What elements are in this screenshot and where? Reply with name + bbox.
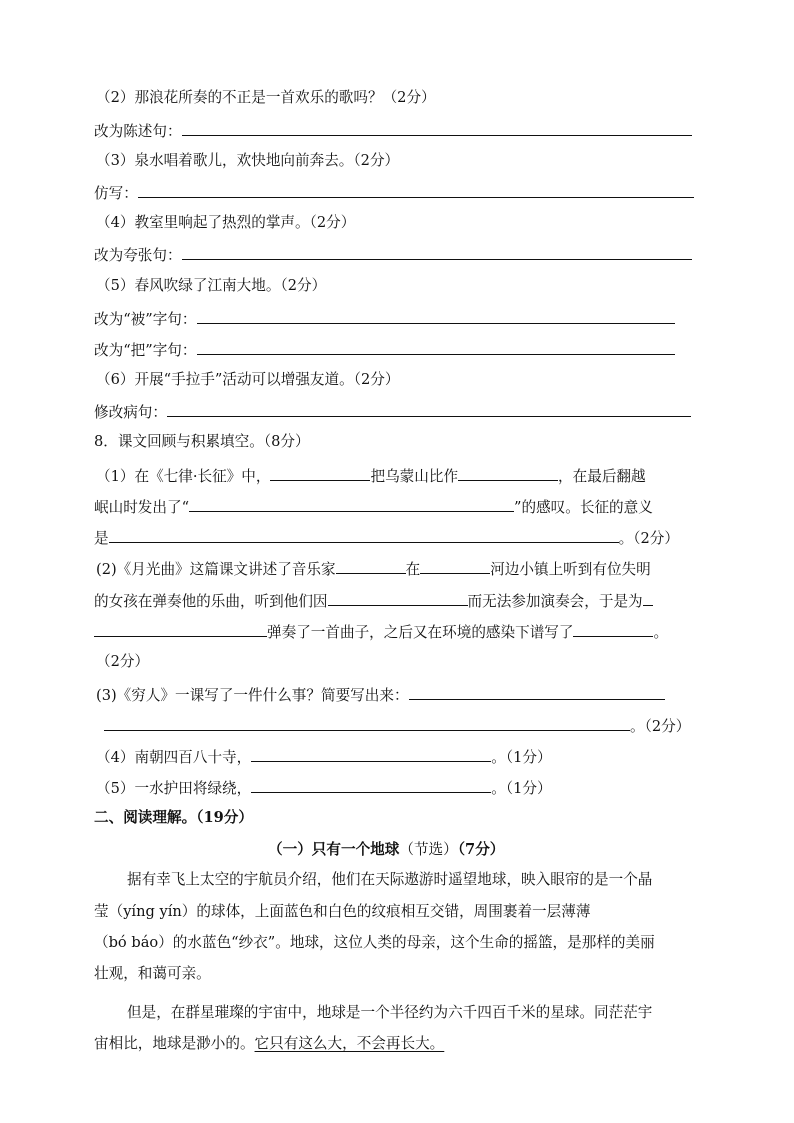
passage-line: 壮观，和蔼可亲。	[94, 965, 211, 982]
text: 。	[653, 624, 669, 641]
text: 。（2分）	[630, 718, 691, 735]
passage-line: 但是，在群星璀璨的宇宙中，地球是一个半径约为六千四百千米的星球。同茫茫宇	[127, 1004, 653, 1021]
answer-blank[interactable]	[94, 621, 267, 637]
text: ，在最后翻越	[558, 468, 646, 485]
q8-p1-line2	[94, 496, 653, 518]
title-main: （一）只有一个地球	[268, 841, 400, 858]
q8-heading: 8．课文回顾与积累填空。（8分）	[94, 433, 310, 450]
answer-blank[interactable]	[251, 746, 491, 762]
text: 河边小镇上听到有位失明	[490, 561, 651, 578]
text: 岷山时发出了“	[94, 499, 190, 516]
task-label: 改为夸张句：	[94, 247, 182, 264]
q8-p1-line1	[96, 465, 646, 487]
q7-s6-task	[94, 401, 691, 423]
answer-blank[interactable]	[251, 777, 491, 793]
q8-p1-line3	[94, 527, 679, 549]
passage-line: 莹（yíng yín）的球体，上面蓝色和白色的纹痕相互交错，周围裹着一层薄薄	[94, 903, 591, 920]
text: 的女孩在弹奏他的乐曲，听到他们因	[94, 593, 328, 610]
text: 。（2分）	[618, 530, 679, 547]
passage-line: 据有幸飞上太空的宇航员介绍，他们在天际遨游时遥望地球，映入眼帘的是一个晶	[127, 871, 653, 888]
q7-s5-task-a	[94, 308, 675, 330]
q7-s2-task	[94, 120, 692, 142]
text: 在	[405, 561, 421, 578]
answer-blank[interactable]	[336, 558, 406, 574]
answer-blank[interactable]	[182, 244, 692, 260]
answer-blank[interactable]	[643, 590, 653, 606]
q7-s5-task-b	[94, 339, 675, 361]
text: 而无法参加演奏会，于是为	[467, 593, 643, 610]
q7-s5-prompt: （5）春风吹绿了江南大地。（2分）	[96, 277, 327, 294]
text: (2)《月光曲》这篇课文讲述了音乐家	[96, 561, 336, 578]
text: （4）南朝四百八十寺，	[96, 749, 252, 766]
underlined-sentence: 它只有这么大，不会再长大。	[254, 1035, 445, 1052]
task-label: 改为陈述句：	[94, 123, 182, 140]
q7-s4-prompt: （4）教室里响起了热烈的掌声。（2分）	[96, 214, 356, 231]
text: （5）一水护田将绿绕，	[96, 780, 252, 797]
q7-s6-prompt: （6）开展“手拉手”活动可以增强友道。（2分）	[96, 371, 400, 388]
answer-blank[interactable]	[109, 527, 619, 543]
text: 。（1分）	[491, 780, 552, 797]
q7-s3-task	[94, 182, 694, 204]
passage-line	[94, 1034, 444, 1054]
passage-title	[268, 840, 504, 860]
task-label: 改为“把”字句：	[94, 342, 197, 359]
q8-p4	[96, 746, 552, 768]
answer-blank[interactable]	[167, 401, 691, 417]
answer-blank[interactable]	[409, 684, 665, 700]
text: 把乌蒙山比作	[370, 468, 459, 485]
answer-blank[interactable]	[138, 182, 694, 198]
q8-p2-line1	[96, 558, 651, 580]
answer-blank[interactable]	[197, 339, 675, 355]
answer-blank[interactable]	[197, 308, 675, 324]
task-label: 仿写：	[94, 185, 138, 202]
q8-p2-score: （2分）	[96, 653, 150, 670]
q8-p3-line1	[96, 684, 665, 706]
section2-heading: 二、阅读理解。（19分）	[94, 809, 253, 826]
q8-p5	[96, 777, 552, 799]
text: 是	[94, 530, 109, 547]
q7-s2-prompt: （2）那浪花所奏的不正是一首欢乐的歌吗？（2分）	[96, 89, 436, 106]
q8-p2-line3	[94, 621, 668, 643]
answer-blank[interactable]	[573, 621, 653, 637]
text: ”的感叹。长征的意义	[514, 499, 653, 516]
text: 。（1分）	[491, 749, 552, 766]
passage-line: （bó báo）的水蓝色“纱衣”。地球，这位人类的母亲，这个生命的摇篮，是那样的美丽	[94, 934, 655, 951]
title-score: （7分）	[457, 841, 505, 858]
answer-blank[interactable]	[189, 496, 514, 512]
text: (3)《穷人》一课写了一件什么事？简要写出来：	[96, 687, 409, 704]
text: 弹奏了一首曲子，之后又在环境的感染下谱写了	[267, 624, 574, 641]
answer-blank[interactable]	[328, 590, 468, 606]
title-note: （节选）	[399, 841, 458, 858]
text: 宙相比，地球是渺小的。	[94, 1035, 255, 1052]
answer-blank[interactable]	[182, 120, 692, 136]
q8-p3-line2	[104, 715, 690, 737]
task-label: 修改病句：	[94, 404, 167, 421]
task-label: 改为“被”字句：	[94, 311, 197, 328]
answer-blank[interactable]	[420, 558, 490, 574]
q8-p2-line2	[94, 590, 653, 612]
answer-blank[interactable]	[104, 715, 630, 731]
answer-blank[interactable]	[270, 465, 370, 481]
q7-s3-prompt: （3）泉水唱着歌儿，欢快地向前奔去。（2分）	[96, 152, 400, 169]
answer-blank[interactable]	[458, 465, 558, 481]
text: （1）在《七律·长征》中，	[96, 468, 271, 485]
q7-s4-task	[94, 244, 692, 266]
